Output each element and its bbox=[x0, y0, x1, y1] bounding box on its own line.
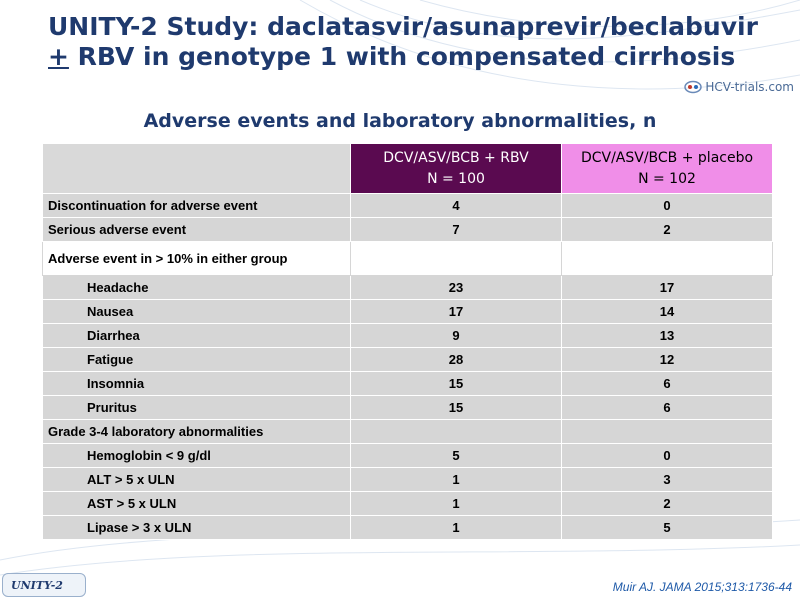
title-line-2 bbox=[48, 42, 768, 72]
rbv-value: 1 bbox=[351, 468, 562, 492]
rbv-value: 15 bbox=[351, 372, 562, 396]
citation-text: Muir AJ. JAMA 2015;313:1736-44 bbox=[612, 580, 792, 594]
placebo-value: 2 bbox=[562, 492, 773, 516]
title-line-1: UNITY-2 Study: daclatasvir/asunaprevir/beclabuvir bbox=[48, 12, 758, 41]
placebo-value: 6 bbox=[562, 396, 773, 420]
placebo-value: 0 bbox=[562, 194, 773, 218]
table-row bbox=[43, 468, 773, 492]
table-row bbox=[43, 348, 773, 372]
rbv-value: 4 bbox=[351, 194, 562, 218]
table-row bbox=[43, 276, 773, 300]
placebo-value: 12 bbox=[562, 348, 773, 372]
rbv-value: 7 bbox=[351, 218, 562, 242]
logo-text: HCV-trials.com bbox=[705, 80, 794, 94]
header-placebo-n: N = 102 bbox=[638, 170, 696, 187]
row-label: Discontinuation for adverse event bbox=[43, 194, 351, 218]
rbv-value bbox=[351, 242, 562, 276]
table-row bbox=[43, 324, 773, 348]
row-label: Lipase > 3 x ULN bbox=[43, 516, 351, 540]
hcv-trials-logo-icon bbox=[684, 80, 702, 94]
header-placebo-label: DCV/ASV/BCB + placebo bbox=[580, 149, 754, 166]
hcv-trials-logo[interactable] bbox=[684, 78, 794, 96]
title-line-2-text: RBV in genotype 1 with compensated cirrhosis bbox=[68, 42, 736, 71]
header-rbv-label: DCV/ASV/BCB + RBV bbox=[383, 149, 529, 166]
placebo-value bbox=[562, 242, 773, 276]
section-row-lab-abnormalities bbox=[43, 420, 773, 444]
title-plus-sign: + bbox=[48, 42, 69, 71]
adverse-events-table bbox=[42, 143, 773, 540]
section-label: Adverse event in > 10% in either group bbox=[43, 242, 351, 276]
table-row bbox=[43, 218, 773, 242]
table-row bbox=[43, 492, 773, 516]
row-label: Pruritus bbox=[43, 396, 351, 420]
placebo-value: 6 bbox=[562, 372, 773, 396]
placebo-value: 0 bbox=[562, 444, 773, 468]
table-row bbox=[43, 396, 773, 420]
placebo-value: 14 bbox=[562, 300, 773, 324]
row-label: Hemoglobin < 9 g/dl bbox=[43, 444, 351, 468]
row-label: Insomnia bbox=[43, 372, 351, 396]
section-label: Grade 3-4 laboratory abnormalities bbox=[43, 420, 351, 444]
placebo-value: 17 bbox=[562, 276, 773, 300]
header-placebo-arm bbox=[562, 144, 773, 194]
table-row bbox=[43, 444, 773, 468]
section-row-adverse-events bbox=[43, 242, 773, 276]
study-tag: UNITY-2 bbox=[2, 573, 86, 597]
rbv-value: 5 bbox=[351, 444, 562, 468]
rbv-value: 1 bbox=[351, 492, 562, 516]
table-row bbox=[43, 300, 773, 324]
rbv-value: 28 bbox=[351, 348, 562, 372]
row-label: Diarrhea bbox=[43, 324, 351, 348]
row-label: Headache bbox=[43, 276, 351, 300]
rbv-value: 17 bbox=[351, 300, 562, 324]
rbv-value: 15 bbox=[351, 396, 562, 420]
placebo-value: 13 bbox=[562, 324, 773, 348]
rbv-value: 23 bbox=[351, 276, 562, 300]
slide-title bbox=[48, 12, 768, 72]
row-label: AST > 5 x ULN bbox=[43, 492, 351, 516]
table-row bbox=[43, 372, 773, 396]
table-row bbox=[43, 516, 773, 540]
row-label: ALT > 5 x ULN bbox=[43, 468, 351, 492]
rbv-value bbox=[351, 420, 562, 444]
table-subtitle: Adverse events and laboratory abnormalities, n bbox=[143, 110, 657, 132]
placebo-value: 3 bbox=[562, 468, 773, 492]
table-header-row bbox=[43, 144, 773, 194]
row-label: Nausea bbox=[43, 300, 351, 324]
placebo-value bbox=[562, 420, 773, 444]
header-rbv-arm bbox=[351, 144, 562, 194]
header-empty-cell bbox=[43, 144, 351, 194]
row-label: Fatigue bbox=[43, 348, 351, 372]
rbv-value: 1 bbox=[351, 516, 562, 540]
row-label: Serious adverse event bbox=[43, 218, 351, 242]
placebo-value: 5 bbox=[562, 516, 773, 540]
rbv-value: 9 bbox=[351, 324, 562, 348]
placebo-value: 2 bbox=[562, 218, 773, 242]
table-row bbox=[43, 194, 773, 218]
header-rbv-n: N = 100 bbox=[427, 170, 485, 187]
